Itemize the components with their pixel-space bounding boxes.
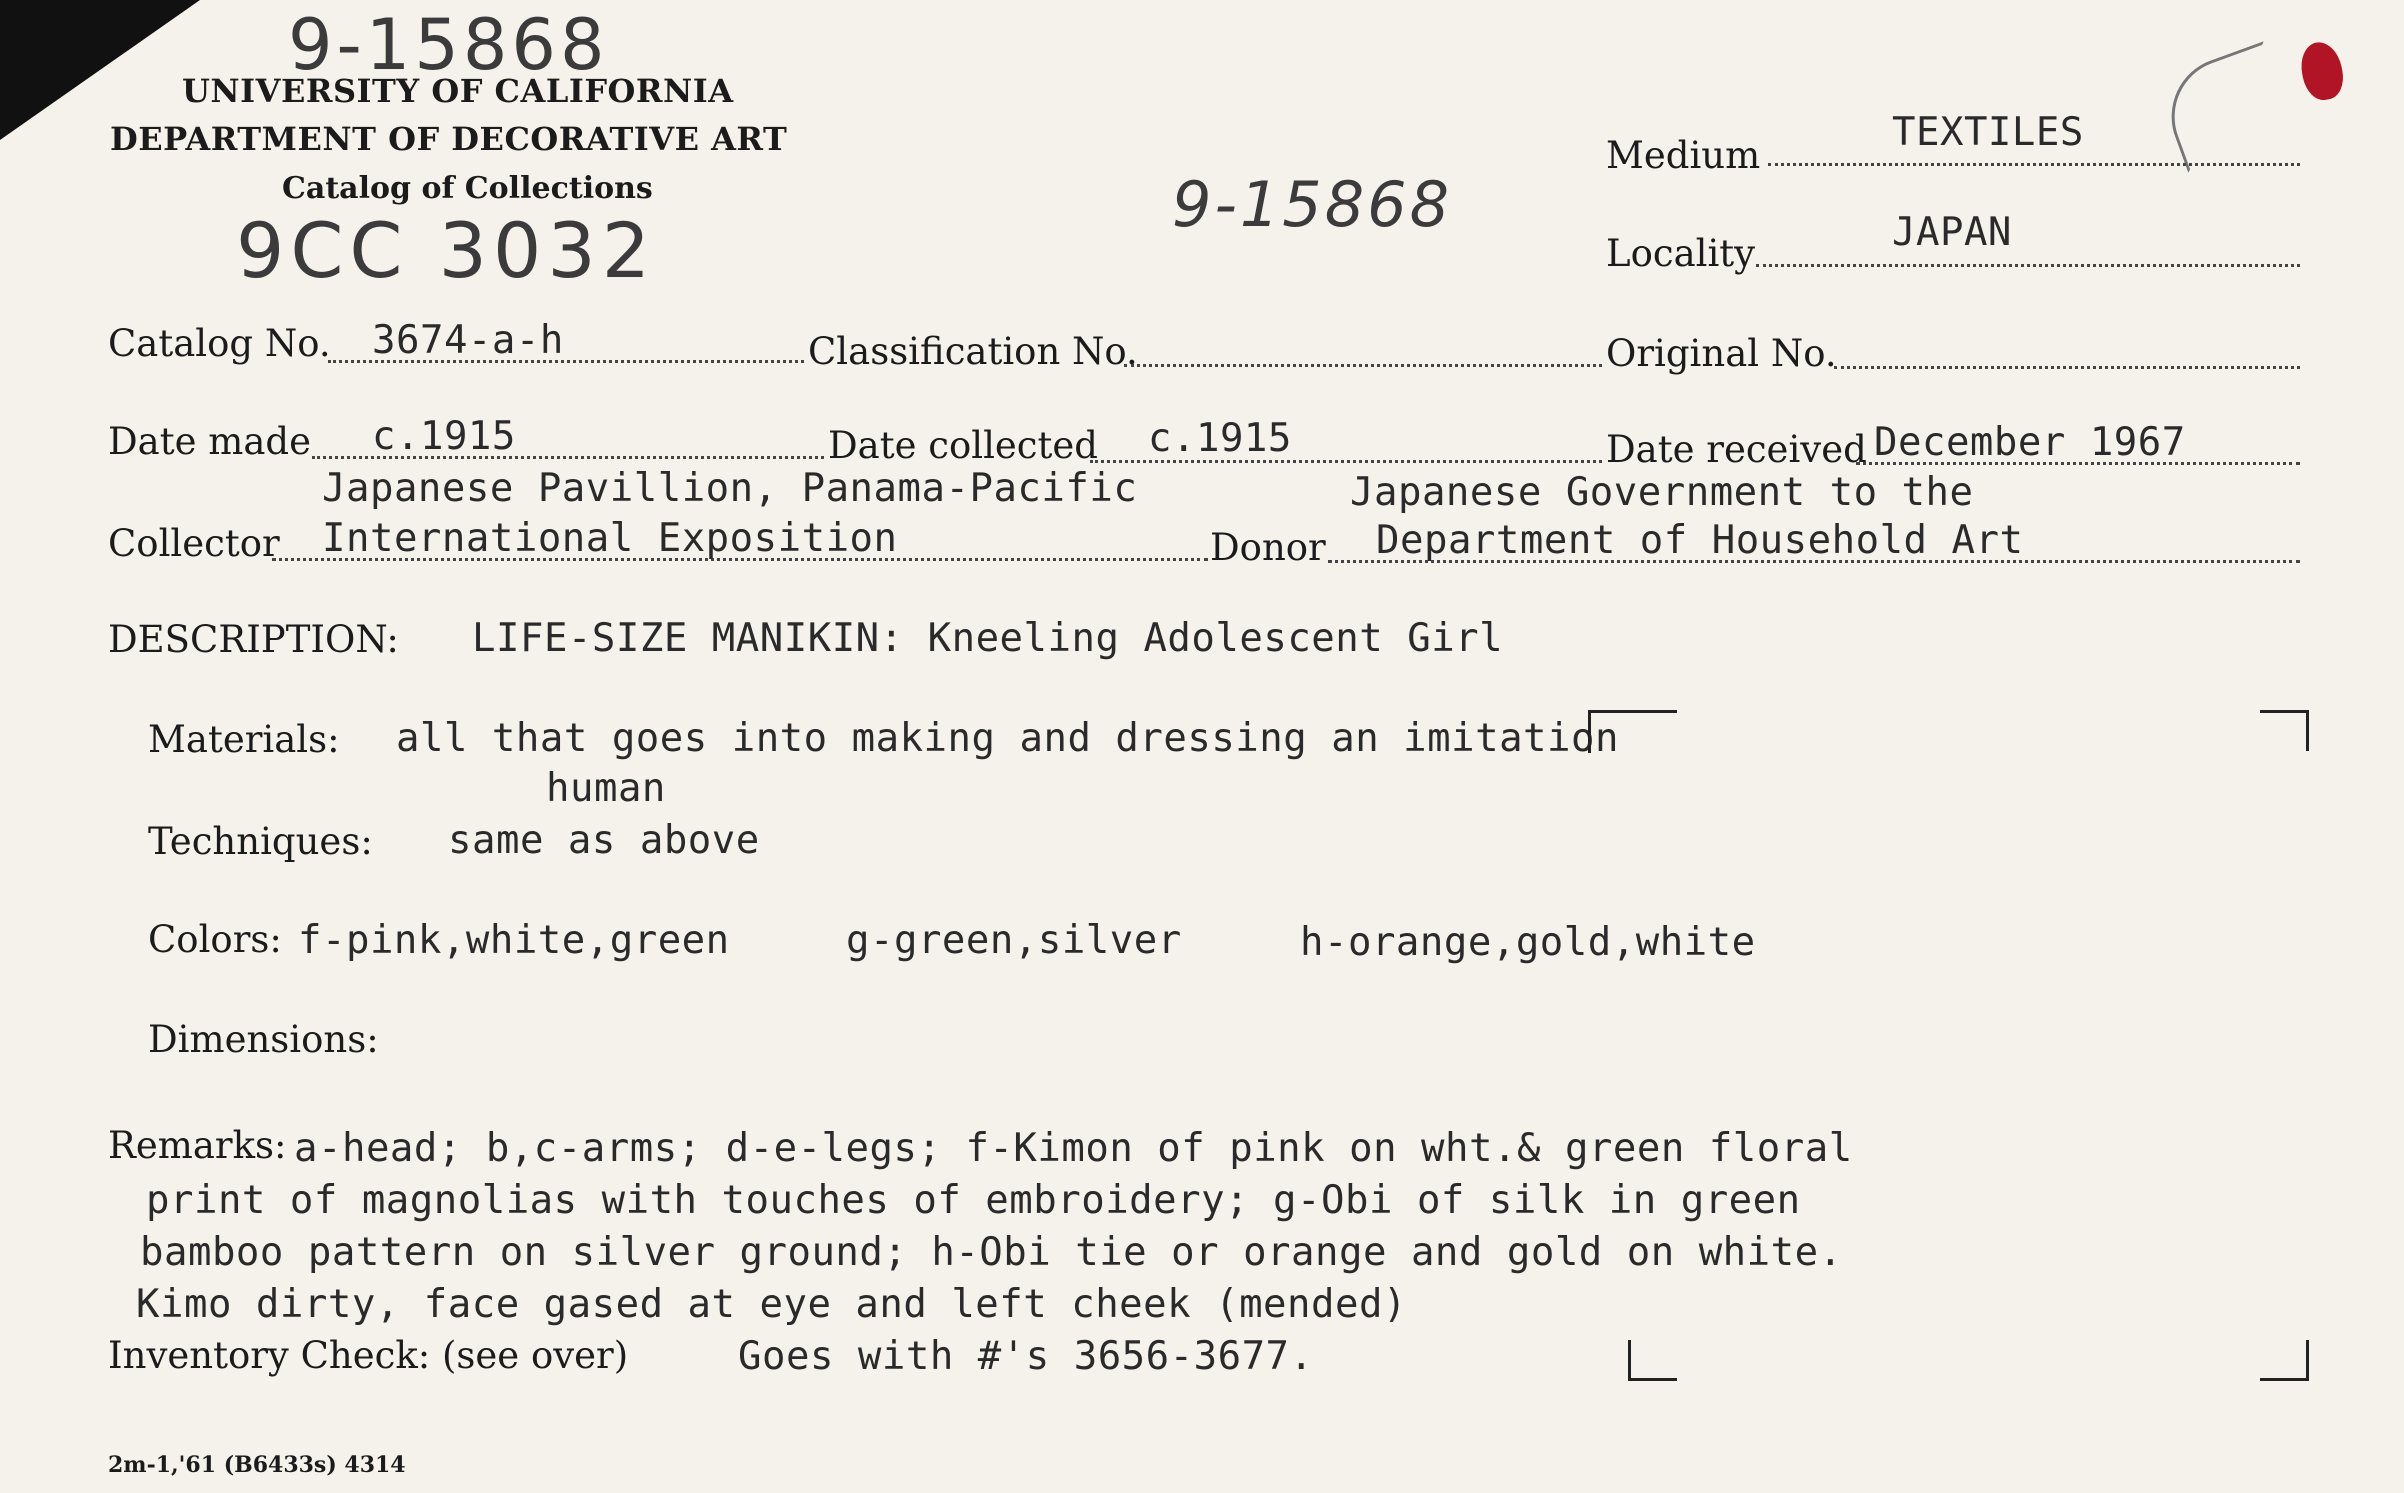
date-collected-value: c.1915 [1148, 416, 1292, 461]
collector-value-line1: Japanese Pavillion, Panama-Pacific [322, 466, 1138, 511]
cut-corner [0, 0, 200, 140]
handwritten-number-top: 9-15868 [288, 4, 609, 86]
collector-value-line2: International Exposition [322, 516, 898, 561]
bracket-bottom-left [1628, 1340, 1677, 1381]
donor-label: Donor [1210, 526, 1326, 569]
materials-value-line2: human [546, 766, 666, 811]
locality-value: JAPAN [1892, 210, 2012, 255]
catalog-title: Catalog of Collections [282, 171, 653, 206]
red-ink-mark [2296, 38, 2347, 103]
date-received-label: Date received [1606, 428, 1867, 471]
original-no-label: Original No. [1606, 332, 1837, 375]
remarks-line4: Kimo dirty, face gased at eye and left cheek (mended) [136, 1282, 1407, 1327]
date-made-value: c.1915 [372, 414, 516, 459]
inventory-label: Inventory Check: (see over) [108, 1334, 629, 1377]
colors-f: f-pink,white,green [298, 918, 730, 963]
classification-no-label: Classification No. [808, 330, 1138, 373]
print-code: 2m-1,'61 (B6433s) 4314 [108, 1452, 406, 1478]
corner-c-mark [2155, 41, 2298, 173]
colors-g: g-green,silver [846, 918, 1182, 963]
date-collected-label: Date collected [828, 424, 1098, 467]
collector-label: Collector [108, 522, 280, 565]
dimensions-label: Dimensions: [148, 1018, 379, 1061]
handwritten-code: 9CC 3032 [236, 206, 657, 295]
remarks-label: Remarks: [108, 1124, 287, 1167]
donor-value-line2: Department of Household Art [1376, 518, 2024, 563]
inventory-value: Goes with #'s 3656-3677. [738, 1334, 1314, 1379]
date-made-label: Date made [108, 420, 311, 463]
medium-label: Medium [1606, 134, 1761, 177]
bracket-bottom-right [2260, 1340, 2309, 1381]
techniques-value: same as above [448, 818, 760, 863]
university-title: UNIVERSITY OF CALIFORNIA [182, 72, 734, 110]
classification-no-line [1124, 364, 1602, 367]
original-no-line [1834, 366, 2300, 369]
materials-value-line1: all that goes into making and dressing an imitation [396, 716, 1619, 761]
bracket-top-left [1588, 710, 1677, 753]
colors-label: Colors: [148, 918, 282, 961]
handwritten-number-center: 9-15868 [1172, 168, 1453, 241]
colors-h: h-orange,gold,white [1300, 920, 1756, 965]
department-title: DEPARTMENT OF DECORATIVE ART [110, 120, 788, 158]
catalog-no-label: Catalog No. [108, 322, 331, 365]
catalog-no-value: 3674-a-h [372, 318, 564, 363]
description-label: DESCRIPTION: [108, 618, 399, 661]
remarks-line3: bamboo pattern on silver ground; h-Obi tie or orange and gold on white. [140, 1230, 1843, 1275]
materials-label: Materials: [148, 718, 340, 761]
locality-label: Locality [1606, 232, 1756, 275]
techniques-label: Techniques: [148, 820, 373, 863]
description-value: LIFE-SIZE MANIKIN: Kneeling Adolescent Girl [472, 616, 1504, 661]
bracket-top-right [2260, 710, 2309, 751]
remarks-line1: a-head; b,c-arms; d-e-legs; f-Kimon of pink on wht.& green floral [294, 1126, 1853, 1171]
date-received-value: December 1967 [1874, 420, 2186, 465]
medium-line [1768, 163, 2300, 166]
locality-line [1756, 264, 2300, 267]
remarks-line2: print of magnolias with touches of embroidery; g-Obi of silk in green [146, 1178, 1801, 1223]
medium-value: TEXTILES [1892, 110, 2084, 155]
donor-value-line1: Japanese Government to the [1350, 470, 1974, 515]
